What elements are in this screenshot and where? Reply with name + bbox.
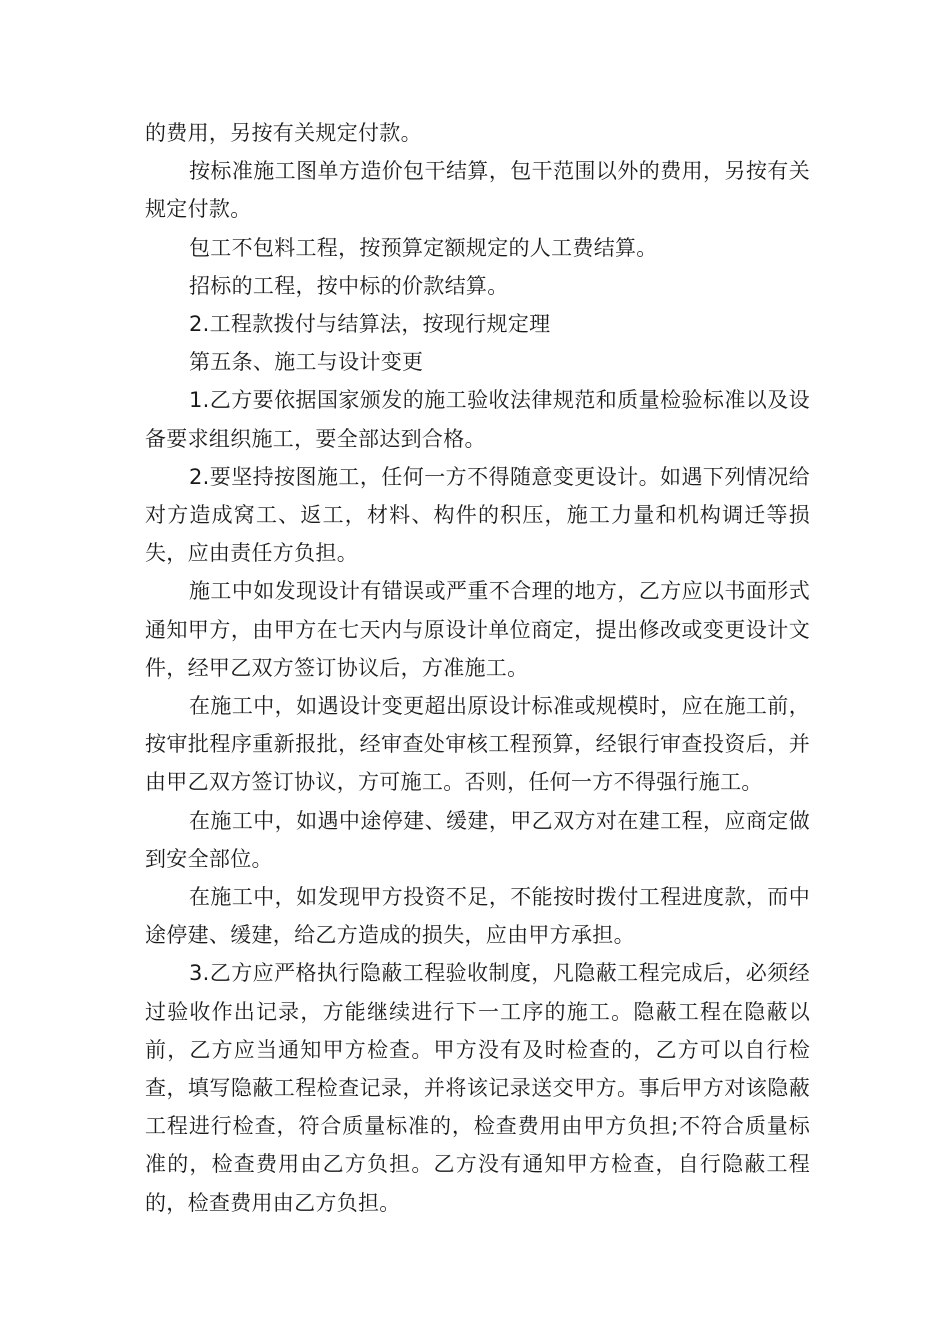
document-body xyxy=(145,114,810,1222)
paragraph-9: 施工中如发现设计有错误或严重不合理的地方，乙方应以书面形式通知甲方，由甲方在七天内与原设计单位商定，提出修改或变更设计文件，经甲乙双方签订协议后，方准施工。 xyxy=(145,579,810,680)
paragraph-2: 按标准施工图单方造价包干结算，包干范围以外的费用，另按有关规定付款。 xyxy=(145,159,810,222)
paragraph-8: 2.要坚持按图施工，任何一方不得随意变更设计。如遇下列情况给对方造成窝工、返工，材料、构件的积压，施工力量和机构调迁等损失，应由责任方负担。 xyxy=(145,464,810,566)
paragraph-4: 招标的工程，按中标的价款结算。 xyxy=(189,273,509,298)
paragraph-5: 2.工程款拨付与结算法，按现行规定理 xyxy=(189,312,551,337)
paragraph-11: 在施工中，如遇中途停建、缓建，甲乙双方对在建工程，应商定做到安全部位。 xyxy=(145,808,810,871)
paragraph-10: 在施工中，如遇设计变更超出原设计标准或规模时，应在施工前，按审批程序重新报批，经审查处审核工程预算，经银行审查投资后，并由甲乙双方签订协议，方可施工。否则，任何一方不得强行施工。 xyxy=(145,694,810,795)
paragraph-7: 1.乙方要依据国家颁发的施工验收法律规范和质量检验标准以及设备要求组织施工，要全部达到合格。 xyxy=(145,388,810,451)
section-heading: 第五条、施工与设计变更 xyxy=(189,350,424,375)
paragraph-3: 包工不包料工程，按预算定额规定的人工费结算。 xyxy=(189,235,658,260)
paragraph-13: 3.乙方应严格执行隐蔽工程验收制度，凡隐蔽工程完成后，必须经过验收作出记录，方能继续进行下一工序的施工。隐蔽工程在隐蔽以前，乙方应当通知甲方检查。甲方没有及时检查的，乙方可以自行检查，填写隐蔽工程检查记录，并将该记录送交甲方。事后甲方对该隐蔽工程进行检查，符合质量标准的，检查费用由甲方负担;不符合质量标准的，检查费用由乙方负担。乙方没有通知甲方检查，自行隐蔽工程的，检查费用由乙方负担。 xyxy=(145,961,810,1215)
paragraph-1: 的费用，另按有关规定付款。 xyxy=(145,121,422,145)
paragraph-12: 在施工中，如发现甲方投资不足，不能按时拨付工程进度款，而中途停建、缓建，给乙方造成的损失，应由甲方承担。 xyxy=(145,885,810,948)
